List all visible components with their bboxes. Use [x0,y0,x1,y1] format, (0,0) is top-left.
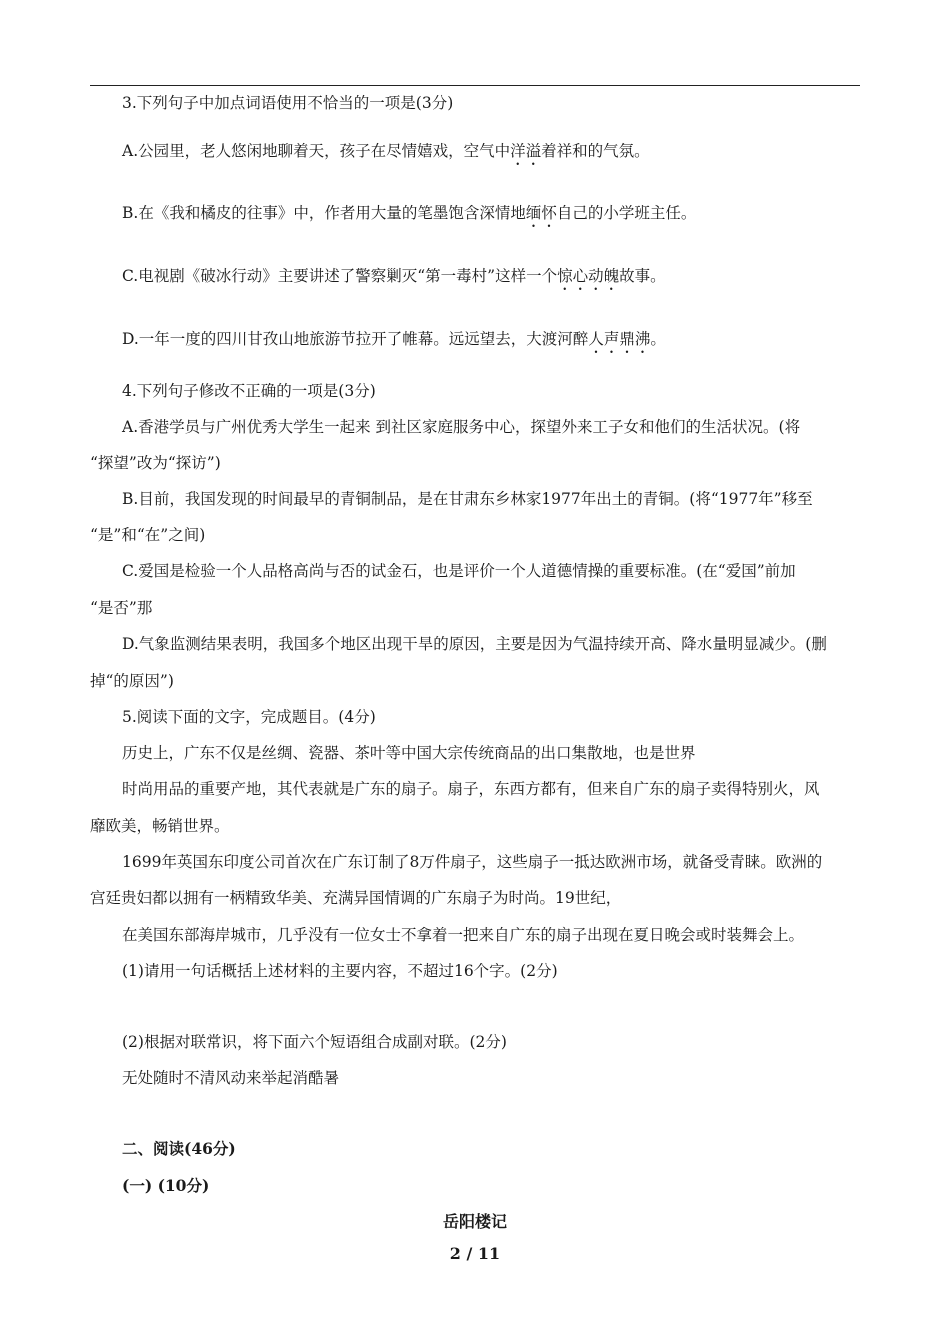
q3-b-text: B.在《我和橘皮的往事》中，作者用大量的笔墨饱含深情地 [122,204,526,222]
q4-option-a-line2: “探望”改为“探访”) [90,454,221,472]
header-rule [90,85,860,86]
q3-option-b [122,202,860,231]
q5-couplet-words: 无处随时不清风动来举起消酷暑 [122,1069,340,1087]
q3-a-text-end: 着祥和的气氛。 [541,142,650,160]
q3-stem: 3.下列句子中加点词语使用不恰当的一项是(3分) [122,94,454,112]
q5-passage-line: 1699年英国东印度公司首次在广东订制了8万件扇子，这些扇子一抵达欧洲市场，就备受青睐。欧洲的 [122,853,823,871]
q4-option-c-line1: C.爱国是检验一个人品格高尚与否的试金石，也是评价一个人道德情操的重要标准。(在“爱国”前加 [122,562,796,580]
q3-d-text: D.一年一度的四川甘孜山地旅游节拉开了帷幕。远远望去，大渡河醉 [122,330,589,348]
passage-title: 岳阳楼记 [442,1212,507,1231]
q4-stem: 4.下列句子修改不正确的一项是(3分) [122,382,376,400]
q3-b-text-end: 自己的小学班主任。 [556,204,697,222]
q3-option-a [122,140,860,169]
subsection-heading: (一) (10分) [122,1176,210,1195]
q3-d-text-end: 。 [650,330,666,348]
q3-a-text: A.公园里，老人悠闲地聊着天，孩子在尽情嬉戏，空气中 [122,142,511,160]
q3-b-dotted-word: 缅怀 [525,204,557,222]
q5-passage-line: 历史上，广东不仅是丝绸、瓷器、茶叶等中国大宗传统商品的出口集散地，也是世界 [122,744,696,762]
q5-passage-line: 在美国东部海岸城市，几乎没有一位女士不拿着一把来自广东的扇子出现在夏日晚会或时装舞会上。 [122,926,805,944]
q3-c-dotted-word: 惊心动魄 [557,267,620,285]
section-heading: 二、阅读(46分) [122,1139,236,1158]
q5-passage-line: 宫廷贵妇都以拥有一柄精致华美、充满异国情调的广东扇子为时尚。19世纪， [90,889,622,907]
page-number: 2 / 11 [449,1244,501,1263]
q4-option-a-line1: A.香港学员与广州优秀大学生一起来 到社区家庭服务中心，探望外来工子女和他们的生活状况。(将 [122,418,801,436]
q4-option-d-line1: D.气象监测结果表明，我国多个地区出现干旱的原因，主要是因为气温持续开高、降水量明显减少。(删 [122,635,827,653]
q3-d-dotted-word: 人声鼎沸 [588,330,651,348]
q4-option-b-line1: B.目前，我国发现的时间最早的青铜制品，是在甘肃东乡林家1977年出土的青铜。(将“1977年”移至 [122,490,813,508]
q3-c-text: C.电视剧《破冰行动》主要讲述了警察剿灭“第一毒村”这样一个 [122,267,558,285]
q3-a-dotted-word: 洋溢 [510,142,542,160]
q5-subquestion-1: (1)请用一句话概括上述材料的主要内容，不超过16个字。(2分) [122,962,558,980]
q4-option-b-line2: “是”和“在”之间) [90,526,206,544]
q5-passage-line: 靡欧美，畅销世界。 [90,817,230,835]
q3-c-text-end: 故事。 [619,267,666,285]
q4-option-d-line2: 掉“的原因”) [90,672,174,690]
q5-passage-line: 时尚用品的重要产地，其代表就是广东的扇子。扇子，东西方都有，但来自广东的扇子卖得特别火，风 [122,780,820,798]
q5-subquestion-2: (2)根据对联常识，将下面六个短语组合成副对联。(2分) [122,1033,507,1051]
q4-option-c-line2: “是否”那 [90,599,153,617]
q5-stem: 5.阅读下面的文字，完成题目。(4分) [122,708,376,726]
q3-option-d [122,328,860,357]
q3-option-c [122,265,860,294]
